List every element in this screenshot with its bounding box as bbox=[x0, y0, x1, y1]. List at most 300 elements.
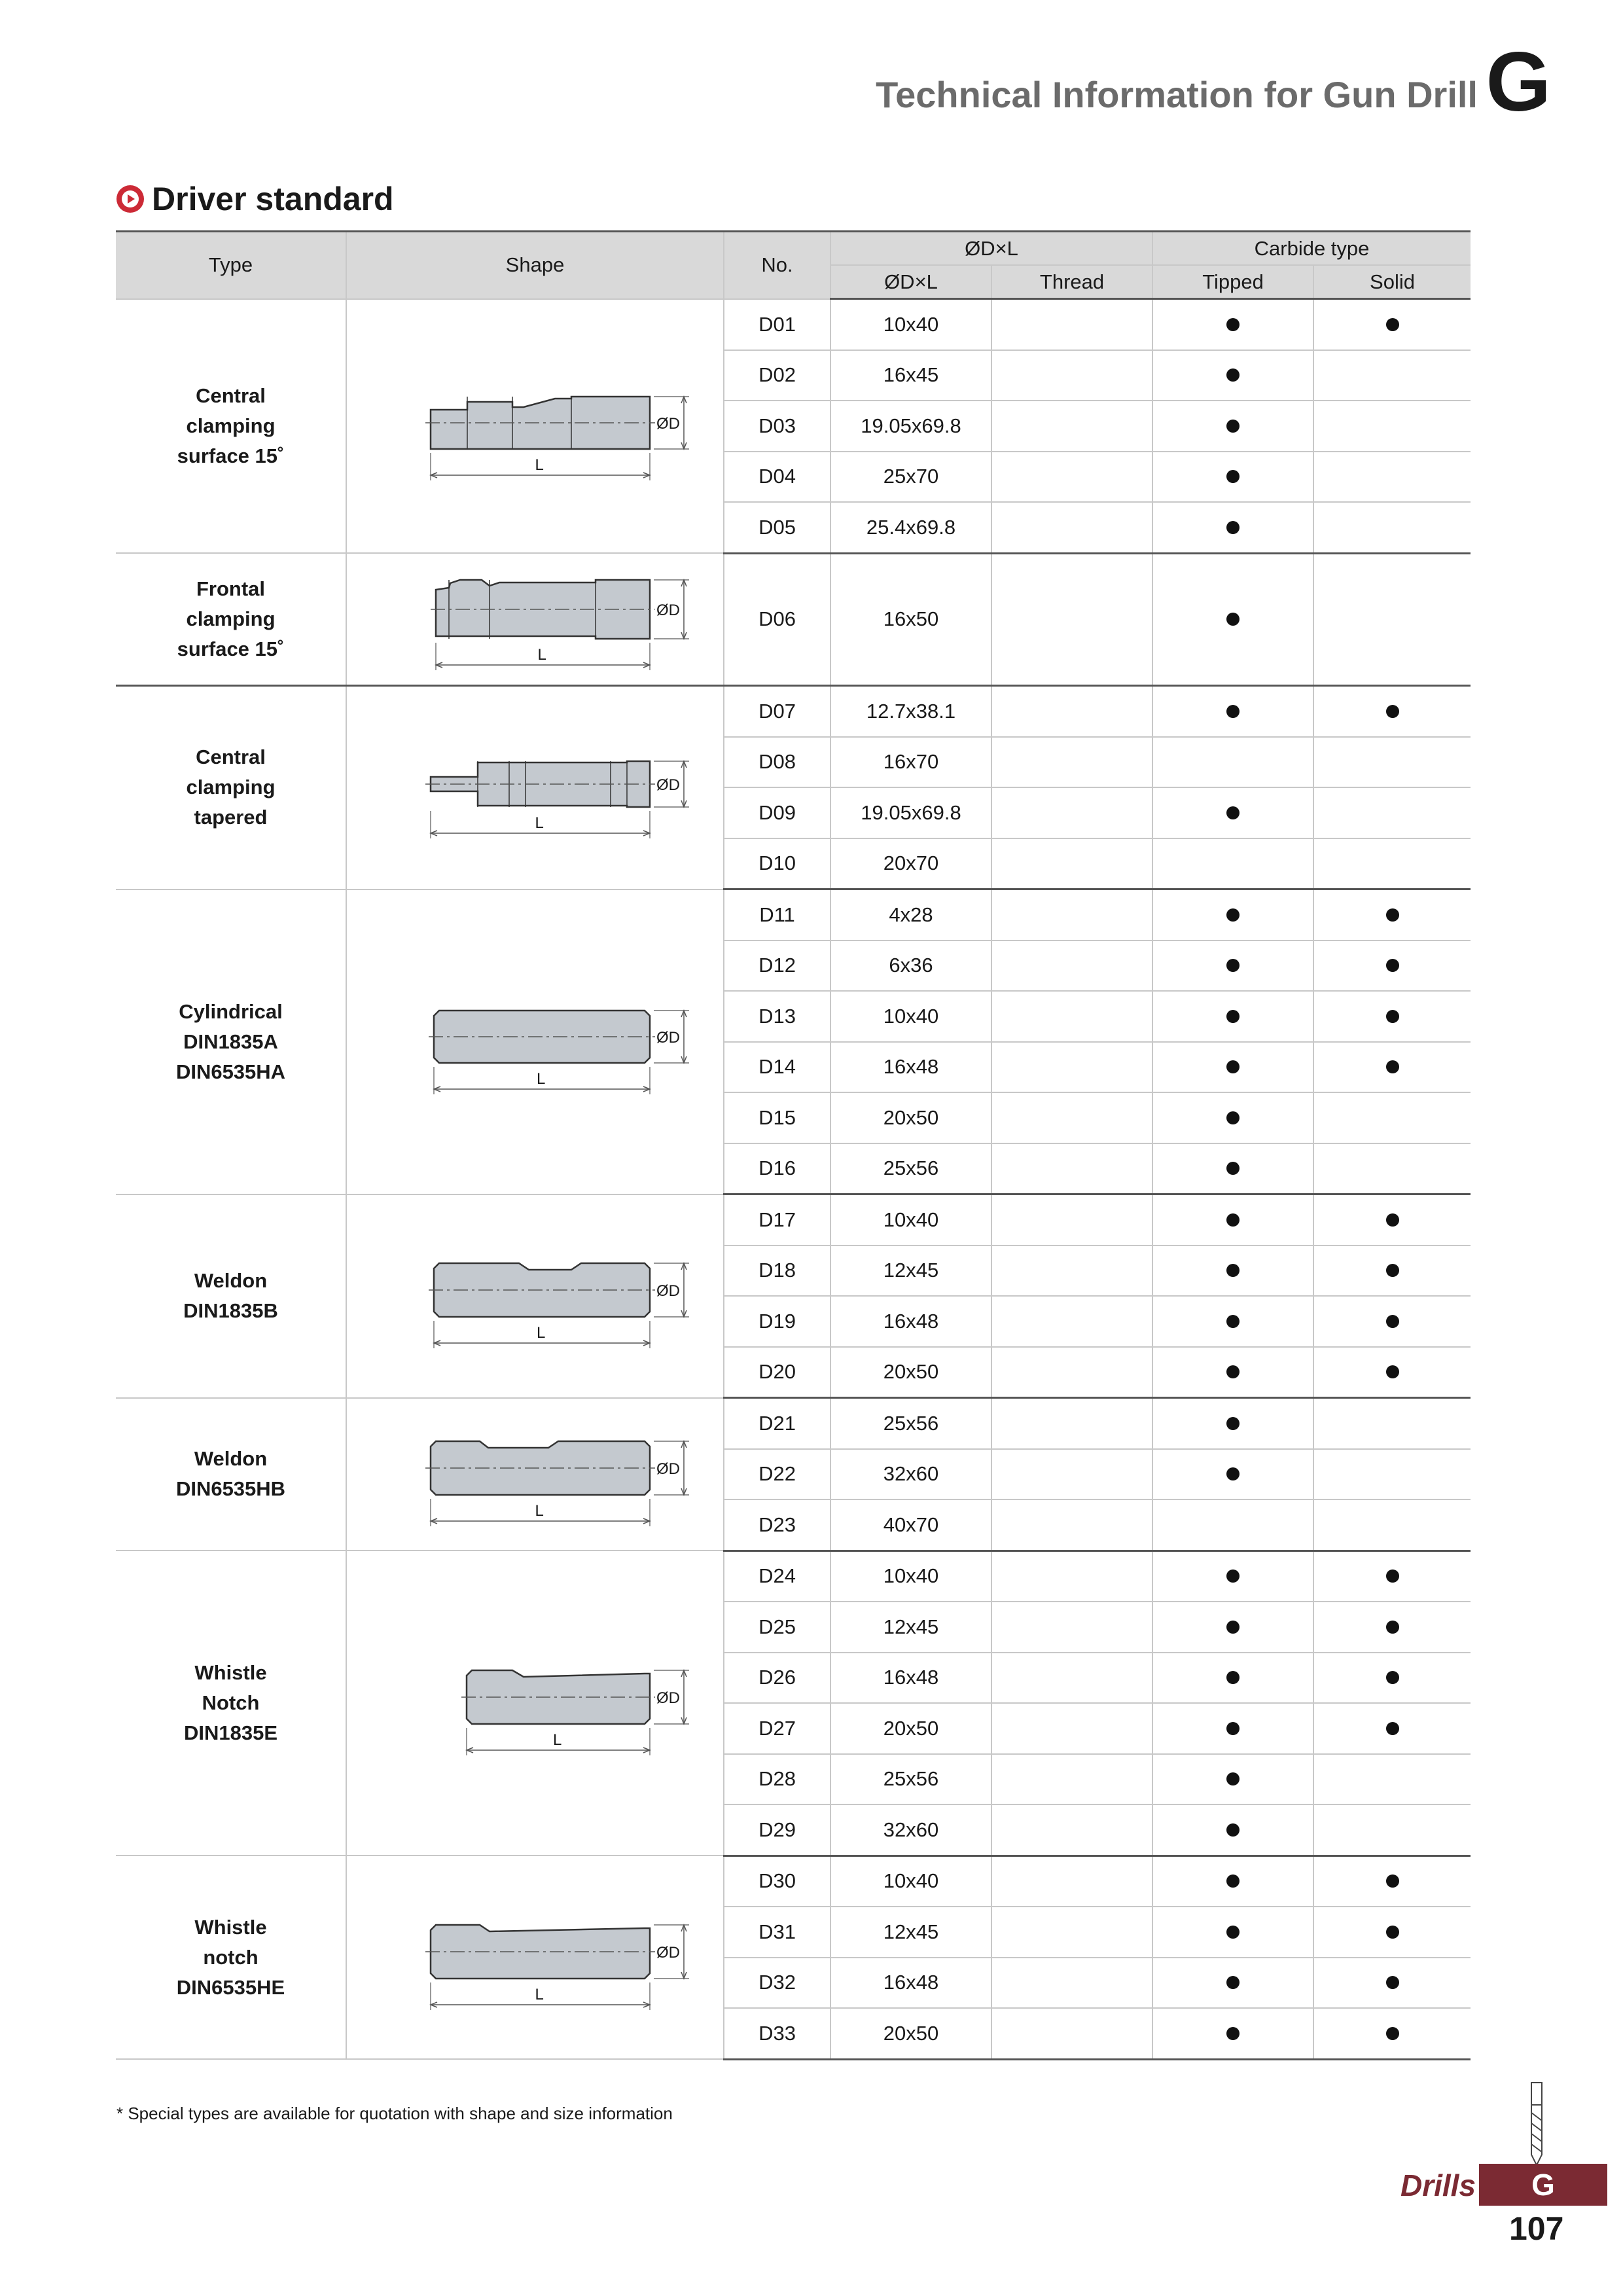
shape-cell bbox=[346, 553, 724, 686]
solid-availability-cell bbox=[1313, 1754, 1471, 1805]
thread-cell bbox=[991, 838, 1152, 889]
solid-availability-cell bbox=[1313, 502, 1471, 553]
available-dot-icon bbox=[1386, 1264, 1399, 1277]
driver-number-cell: D04 bbox=[724, 452, 830, 503]
size-cell: 6x36 bbox=[830, 941, 991, 992]
arrow-circle-icon bbox=[116, 185, 144, 213]
shape-cell bbox=[346, 1398, 724, 1551]
tipped-availability-cell bbox=[1152, 1092, 1313, 1143]
driver-number-cell: D10 bbox=[724, 838, 830, 889]
tipped-availability-cell bbox=[1152, 553, 1313, 686]
shape-cell bbox=[346, 1856, 724, 2059]
footnote: * Special types are available for quotation with shape and size information bbox=[116, 2104, 673, 2123]
tipped-availability-cell bbox=[1152, 1246, 1313, 1297]
column-header-shape: Shape bbox=[346, 232, 724, 299]
thread-cell bbox=[991, 1143, 1152, 1194]
type-label-line: Central bbox=[196, 745, 266, 769]
size-cell: 32x60 bbox=[830, 1449, 991, 1500]
available-dot-icon bbox=[1226, 521, 1240, 534]
frontal-clamping-surface-shank-drawing bbox=[352, 554, 719, 685]
driver-number-cell: D11 bbox=[724, 889, 830, 941]
driver-number-cell: D09 bbox=[724, 787, 830, 838]
tipped-availability-cell bbox=[1152, 401, 1313, 452]
table-row bbox=[116, 1398, 1471, 1449]
solid-availability-cell bbox=[1313, 1856, 1471, 1907]
thread-cell bbox=[991, 889, 1152, 941]
type-label-line: DIN6535HB bbox=[175, 1477, 286, 1501]
chapter-letter: G bbox=[1486, 35, 1551, 129]
shape-cell bbox=[346, 299, 724, 554]
size-cell: 16x50 bbox=[830, 553, 991, 686]
diameter-dimension-label: ØD bbox=[656, 1460, 680, 1479]
driver-number-cell: D33 bbox=[724, 2008, 830, 2059]
thread-cell bbox=[991, 1499, 1152, 1551]
tipped-availability-cell bbox=[1152, 787, 1313, 838]
thread-cell bbox=[991, 1958, 1152, 2009]
thread-cell bbox=[991, 1246, 1152, 1297]
tipped-availability-cell bbox=[1152, 941, 1313, 992]
available-dot-icon bbox=[1226, 470, 1240, 483]
size-cell: 10x40 bbox=[830, 1194, 991, 1246]
size-cell: 16x48 bbox=[830, 1653, 991, 1704]
tipped-availability-cell bbox=[1152, 889, 1313, 941]
driver-number-cell: D02 bbox=[724, 350, 830, 401]
solid-availability-cell bbox=[1313, 838, 1471, 889]
type-label-line: notch bbox=[203, 1945, 259, 1969]
driver-number-cell: D17 bbox=[724, 1194, 830, 1246]
solid-availability-cell bbox=[1313, 1194, 1471, 1246]
tipped-availability-cell bbox=[1152, 1296, 1313, 1347]
solid-availability-cell bbox=[1313, 1602, 1471, 1653]
available-dot-icon bbox=[1226, 1467, 1240, 1480]
available-dot-icon bbox=[1226, 1365, 1240, 1378]
length-dimension-label: L bbox=[536, 1324, 545, 1342]
type-label-line: Notch bbox=[202, 1691, 260, 1714]
available-dot-icon bbox=[1386, 1671, 1399, 1684]
available-dot-icon bbox=[1226, 1162, 1240, 1175]
driver-number-cell: D26 bbox=[724, 1653, 830, 1704]
type-cell bbox=[116, 1856, 346, 2059]
tipped-availability-cell bbox=[1152, 1347, 1313, 1398]
column-header-type: Type bbox=[116, 232, 346, 299]
available-dot-icon bbox=[1226, 420, 1240, 433]
section-heading bbox=[116, 178, 394, 220]
table-row bbox=[116, 299, 1471, 350]
thread-cell bbox=[991, 1804, 1152, 1856]
driver-number-cell: D18 bbox=[724, 1246, 830, 1297]
length-dimension-label: L bbox=[535, 1502, 544, 1520]
available-dot-icon bbox=[1386, 705, 1399, 718]
tipped-availability-cell bbox=[1152, 1551, 1313, 1602]
solid-availability-cell bbox=[1313, 2008, 1471, 2059]
size-cell: 10x40 bbox=[830, 1551, 991, 1602]
available-dot-icon bbox=[1226, 613, 1240, 626]
available-dot-icon bbox=[1386, 1621, 1399, 1634]
size-cell: 20x50 bbox=[830, 1703, 991, 1754]
shape-cell bbox=[346, 1551, 724, 1856]
available-dot-icon bbox=[1386, 1874, 1399, 1888]
length-dimension-label: L bbox=[535, 456, 544, 474]
size-cell: 16x48 bbox=[830, 1042, 991, 1093]
tipped-availability-cell bbox=[1152, 1804, 1313, 1856]
diameter-dimension-label: ØD bbox=[656, 414, 680, 433]
solid-availability-cell bbox=[1313, 1804, 1471, 1856]
type-cell bbox=[116, 889, 346, 1194]
diameter-dimension-label: ØD bbox=[656, 1028, 680, 1047]
type-label-line: Central bbox=[196, 384, 266, 407]
footer-category-label: Drills bbox=[1400, 2168, 1476, 2202]
column-header-no: No. bbox=[724, 232, 830, 299]
size-cell: 32x60 bbox=[830, 1804, 991, 1856]
driver-number-cell: D14 bbox=[724, 1042, 830, 1093]
type-cell bbox=[116, 553, 346, 686]
solid-availability-cell bbox=[1313, 1449, 1471, 1500]
type-label-line: DIN6535HA bbox=[175, 1060, 286, 1083]
available-dot-icon bbox=[1386, 1976, 1399, 1989]
solid-availability-cell bbox=[1313, 299, 1471, 350]
available-dot-icon bbox=[1226, 1417, 1240, 1430]
thread-cell bbox=[991, 1653, 1152, 1704]
table-row bbox=[116, 686, 1471, 737]
thread-cell bbox=[991, 502, 1152, 553]
type-label-line: DIN1835B bbox=[183, 1299, 278, 1322]
cylindrical-shank-drawing bbox=[352, 977, 719, 1107]
available-dot-icon bbox=[1226, 1060, 1240, 1073]
driver-number-cell: D06 bbox=[724, 553, 830, 686]
solid-availability-cell bbox=[1313, 350, 1471, 401]
length-dimension-label: L bbox=[536, 1069, 545, 1088]
solid-availability-cell bbox=[1313, 1551, 1471, 1602]
tipped-availability-cell bbox=[1152, 838, 1313, 889]
available-dot-icon bbox=[1226, 1874, 1240, 1888]
diameter-dimension-label: ØD bbox=[656, 1689, 680, 1707]
type-label-line: Whistle bbox=[194, 1661, 267, 1684]
tipped-availability-cell bbox=[1152, 1143, 1313, 1194]
solid-availability-cell bbox=[1313, 1347, 1471, 1398]
type-label-line: clamping bbox=[186, 414, 276, 437]
size-cell: 10x40 bbox=[830, 1856, 991, 1907]
driver-number-cell: D28 bbox=[724, 1754, 830, 1805]
tipped-availability-cell bbox=[1152, 299, 1313, 350]
size-cell: 10x40 bbox=[830, 299, 991, 350]
tipped-availability-cell bbox=[1152, 686, 1313, 737]
size-cell: 20x70 bbox=[830, 838, 991, 889]
size-cell: 25.4x69.8 bbox=[830, 502, 991, 553]
driver-number-cell: D21 bbox=[724, 1398, 830, 1449]
thread-cell bbox=[991, 787, 1152, 838]
available-dot-icon bbox=[1386, 1010, 1399, 1023]
size-cell: 19.05x69.8 bbox=[830, 401, 991, 452]
size-cell: 19.05x69.8 bbox=[830, 787, 991, 838]
diameter-dimension-label: ØD bbox=[656, 601, 680, 619]
available-dot-icon bbox=[1386, 1213, 1399, 1227]
driver-number-cell: D32 bbox=[724, 1958, 830, 2009]
type-label-line: Frontal bbox=[196, 577, 266, 600]
available-dot-icon bbox=[1226, 2027, 1240, 2040]
available-dot-icon bbox=[1226, 1213, 1240, 1227]
thread-cell bbox=[991, 452, 1152, 503]
available-dot-icon bbox=[1386, 1926, 1399, 1939]
solid-availability-cell bbox=[1313, 1398, 1471, 1449]
available-dot-icon bbox=[1226, 1976, 1240, 1989]
available-dot-icon bbox=[1226, 806, 1240, 819]
thread-cell bbox=[991, 1449, 1152, 1500]
type-label-line: DIN6535HE bbox=[176, 1975, 285, 1999]
type-label-line: Weldon bbox=[194, 1447, 268, 1471]
thread-cell bbox=[991, 2008, 1152, 2059]
tipped-availability-cell bbox=[1152, 1856, 1313, 1907]
type-cell bbox=[116, 299, 346, 554]
tipped-availability-cell bbox=[1152, 1499, 1313, 1551]
thread-cell bbox=[991, 1754, 1152, 1805]
column-header-solid: Solid bbox=[1313, 265, 1471, 299]
solid-availability-cell bbox=[1313, 401, 1471, 452]
type-label-line: surface 15˚ bbox=[177, 444, 285, 467]
available-dot-icon bbox=[1386, 2027, 1399, 2040]
solid-availability-cell bbox=[1313, 1246, 1471, 1297]
weldon-din1835b-shank-drawing bbox=[352, 1230, 719, 1361]
available-dot-icon bbox=[1226, 1722, 1240, 1735]
type-label-line: Weldon bbox=[194, 1269, 268, 1292]
driver-number-cell: D16 bbox=[724, 1143, 830, 1194]
table-row bbox=[116, 1551, 1471, 1602]
driver-number-cell: D22 bbox=[724, 1449, 830, 1500]
available-dot-icon bbox=[1386, 959, 1399, 972]
driver-number-cell: D15 bbox=[724, 1092, 830, 1143]
thread-cell bbox=[991, 401, 1152, 452]
solid-availability-cell bbox=[1313, 991, 1471, 1042]
type-label-line: clamping bbox=[186, 607, 276, 630]
available-dot-icon bbox=[1386, 1060, 1399, 1073]
footer-chapter-badge: G bbox=[1479, 2164, 1607, 2206]
shape-cell bbox=[346, 686, 724, 889]
driver-number-cell: D25 bbox=[724, 1602, 830, 1653]
type-cell bbox=[116, 1398, 346, 1551]
solid-availability-cell bbox=[1313, 889, 1471, 941]
available-dot-icon bbox=[1386, 1570, 1399, 1583]
solid-availability-cell bbox=[1313, 1653, 1471, 1704]
available-dot-icon bbox=[1226, 1621, 1240, 1634]
drill-bit-icon bbox=[1525, 2081, 1548, 2166]
thread-cell bbox=[991, 1398, 1152, 1449]
available-dot-icon bbox=[1226, 318, 1240, 331]
tipped-availability-cell bbox=[1152, 452, 1313, 503]
length-dimension-label: L bbox=[535, 814, 544, 833]
whistle-notch-din1835e-shank-drawing bbox=[352, 1638, 719, 1768]
page-number: 107 bbox=[1509, 2210, 1564, 2247]
size-cell: 40x70 bbox=[830, 1499, 991, 1551]
size-cell: 25x56 bbox=[830, 1143, 991, 1194]
tipped-availability-cell bbox=[1152, 1907, 1313, 1958]
driver-number-cell: D07 bbox=[724, 686, 830, 737]
tipped-availability-cell bbox=[1152, 1398, 1313, 1449]
size-cell: 12.7x38.1 bbox=[830, 686, 991, 737]
tipped-availability-cell bbox=[1152, 1703, 1313, 1754]
solid-availability-cell bbox=[1313, 941, 1471, 992]
solid-availability-cell bbox=[1313, 452, 1471, 503]
size-cell: 16x45 bbox=[830, 350, 991, 401]
central-clamping-tapered-shank-drawing bbox=[352, 722, 719, 853]
thread-cell bbox=[991, 1092, 1152, 1143]
size-cell: 12x45 bbox=[830, 1602, 991, 1653]
type-label-line: Whistle bbox=[194, 1915, 267, 1939]
driver-number-cell: D08 bbox=[724, 737, 830, 788]
available-dot-icon bbox=[1226, 1772, 1240, 1785]
solid-availability-cell bbox=[1313, 553, 1471, 686]
thread-cell bbox=[991, 1194, 1152, 1246]
thread-cell bbox=[991, 737, 1152, 788]
driver-number-cell: D05 bbox=[724, 502, 830, 553]
driver-number-cell: D19 bbox=[724, 1296, 830, 1347]
size-cell: 16x70 bbox=[830, 737, 991, 788]
driver-standard-table bbox=[116, 230, 1471, 2060]
driver-number-cell: D03 bbox=[724, 401, 830, 452]
size-cell: 20x50 bbox=[830, 2008, 991, 2059]
available-dot-icon bbox=[1226, 705, 1240, 718]
solid-availability-cell bbox=[1313, 1907, 1471, 1958]
diameter-dimension-label: ØD bbox=[656, 1943, 680, 1962]
length-dimension-label: L bbox=[537, 646, 546, 664]
available-dot-icon bbox=[1386, 1722, 1399, 1735]
size-cell: 4x28 bbox=[830, 889, 991, 941]
available-dot-icon bbox=[1386, 908, 1399, 922]
size-cell: 25x56 bbox=[830, 1398, 991, 1449]
solid-availability-cell bbox=[1313, 787, 1471, 838]
solid-availability-cell bbox=[1313, 1499, 1471, 1551]
available-dot-icon bbox=[1226, 1264, 1240, 1277]
solid-availability-cell bbox=[1313, 1042, 1471, 1093]
tipped-availability-cell bbox=[1152, 1449, 1313, 1500]
size-cell: 25x70 bbox=[830, 452, 991, 503]
table-row bbox=[116, 553, 1471, 686]
available-dot-icon bbox=[1226, 1570, 1240, 1583]
available-dot-icon bbox=[1386, 318, 1399, 331]
tipped-availability-cell bbox=[1152, 1653, 1313, 1704]
weldon-din6535hb-shank-drawing bbox=[352, 1408, 719, 1539]
table-body bbox=[116, 299, 1471, 2060]
shape-cell bbox=[346, 889, 724, 1194]
driver-number-cell: D01 bbox=[724, 299, 830, 350]
length-dimension-label: L bbox=[535, 1985, 544, 2003]
thread-cell bbox=[991, 1856, 1152, 1907]
solid-availability-cell bbox=[1313, 686, 1471, 737]
available-dot-icon bbox=[1226, 1010, 1240, 1023]
page-header-title: Technical Information for Gun Drill bbox=[876, 74, 1478, 115]
size-cell: 16x48 bbox=[830, 1958, 991, 2009]
type-label-line: DIN1835A bbox=[183, 1030, 278, 1053]
type-label-line: clamping bbox=[186, 776, 276, 799]
column-header-thread: Thread bbox=[991, 265, 1152, 299]
available-dot-icon bbox=[1226, 1823, 1240, 1837]
thread-cell bbox=[991, 1907, 1152, 1958]
available-dot-icon bbox=[1226, 368, 1240, 382]
size-cell: 12x45 bbox=[830, 1246, 991, 1297]
solid-availability-cell bbox=[1313, 1143, 1471, 1194]
driver-number-cell: D30 bbox=[724, 1856, 830, 1907]
available-dot-icon bbox=[1226, 1926, 1240, 1939]
solid-availability-cell bbox=[1313, 1296, 1471, 1347]
size-cell: 10x40 bbox=[830, 991, 991, 1042]
thread-cell bbox=[991, 1296, 1152, 1347]
solid-availability-cell bbox=[1313, 1092, 1471, 1143]
length-dimension-label: L bbox=[552, 1731, 562, 1749]
tipped-availability-cell bbox=[1152, 502, 1313, 553]
thread-cell bbox=[991, 350, 1152, 401]
driver-number-cell: D23 bbox=[724, 1499, 830, 1551]
solid-availability-cell bbox=[1313, 1958, 1471, 2009]
tipped-availability-cell bbox=[1152, 1754, 1313, 1805]
column-header-dxl: ØD×L bbox=[830, 265, 991, 299]
available-dot-icon bbox=[1226, 959, 1240, 972]
driver-number-cell: D31 bbox=[724, 1907, 830, 1958]
size-cell: 16x48 bbox=[830, 1296, 991, 1347]
driver-number-cell: D27 bbox=[724, 1703, 830, 1754]
thread-cell bbox=[991, 1042, 1152, 1093]
available-dot-icon bbox=[1226, 908, 1240, 922]
table-row bbox=[116, 1194, 1471, 1246]
column-header-tipped: Tipped bbox=[1152, 265, 1313, 299]
size-cell: 25x56 bbox=[830, 1754, 991, 1805]
solid-availability-cell bbox=[1313, 737, 1471, 788]
diameter-dimension-label: ØD bbox=[656, 1282, 680, 1300]
driver-number-cell: D12 bbox=[724, 941, 830, 992]
type-label-line: Cylindrical bbox=[179, 999, 283, 1023]
type-cell bbox=[116, 1194, 346, 1398]
tipped-availability-cell bbox=[1152, 1602, 1313, 1653]
tipped-availability-cell bbox=[1152, 2008, 1313, 2059]
type-cell bbox=[116, 686, 346, 889]
available-dot-icon bbox=[1386, 1315, 1399, 1328]
driver-number-cell: D29 bbox=[724, 1804, 830, 1856]
tipped-availability-cell bbox=[1152, 1958, 1313, 2009]
section-title: Driver standard bbox=[152, 181, 394, 217]
thread-cell bbox=[991, 1347, 1152, 1398]
driver-number-cell: D24 bbox=[724, 1551, 830, 1602]
thread-cell bbox=[991, 941, 1152, 992]
thread-cell bbox=[991, 553, 1152, 686]
driver-number-cell: D20 bbox=[724, 1347, 830, 1398]
size-cell: 20x50 bbox=[830, 1092, 991, 1143]
type-label-line: DIN1835E bbox=[183, 1721, 278, 1744]
shape-cell bbox=[346, 1194, 724, 1398]
tipped-availability-cell bbox=[1152, 991, 1313, 1042]
tipped-availability-cell bbox=[1152, 1042, 1313, 1093]
thread-cell bbox=[991, 991, 1152, 1042]
size-cell: 12x45 bbox=[830, 1907, 991, 1958]
column-group-header-carbide: Carbide type bbox=[1152, 232, 1471, 266]
thread-cell bbox=[991, 1602, 1152, 1653]
thread-cell bbox=[991, 1551, 1152, 1602]
size-cell: 20x50 bbox=[830, 1347, 991, 1398]
available-dot-icon bbox=[1386, 1365, 1399, 1378]
available-dot-icon bbox=[1226, 1671, 1240, 1684]
column-group-header-dxl: ØD×L bbox=[830, 232, 1152, 266]
type-label-line: surface 15˚ bbox=[177, 637, 285, 660]
central-clamping-surface-shank-drawing bbox=[352, 361, 719, 492]
thread-cell bbox=[991, 1703, 1152, 1754]
type-label-line: tapered bbox=[194, 806, 268, 829]
tipped-availability-cell bbox=[1152, 1194, 1313, 1246]
whistle-notch-din6535he-shank-drawing bbox=[352, 1892, 719, 2023]
tipped-availability-cell bbox=[1152, 350, 1313, 401]
tipped-availability-cell bbox=[1152, 737, 1313, 788]
available-dot-icon bbox=[1226, 1111, 1240, 1124]
available-dot-icon bbox=[1226, 1315, 1240, 1328]
thread-cell bbox=[991, 686, 1152, 737]
table-row bbox=[116, 889, 1471, 941]
solid-availability-cell bbox=[1313, 1703, 1471, 1754]
table-row bbox=[116, 1856, 1471, 1907]
